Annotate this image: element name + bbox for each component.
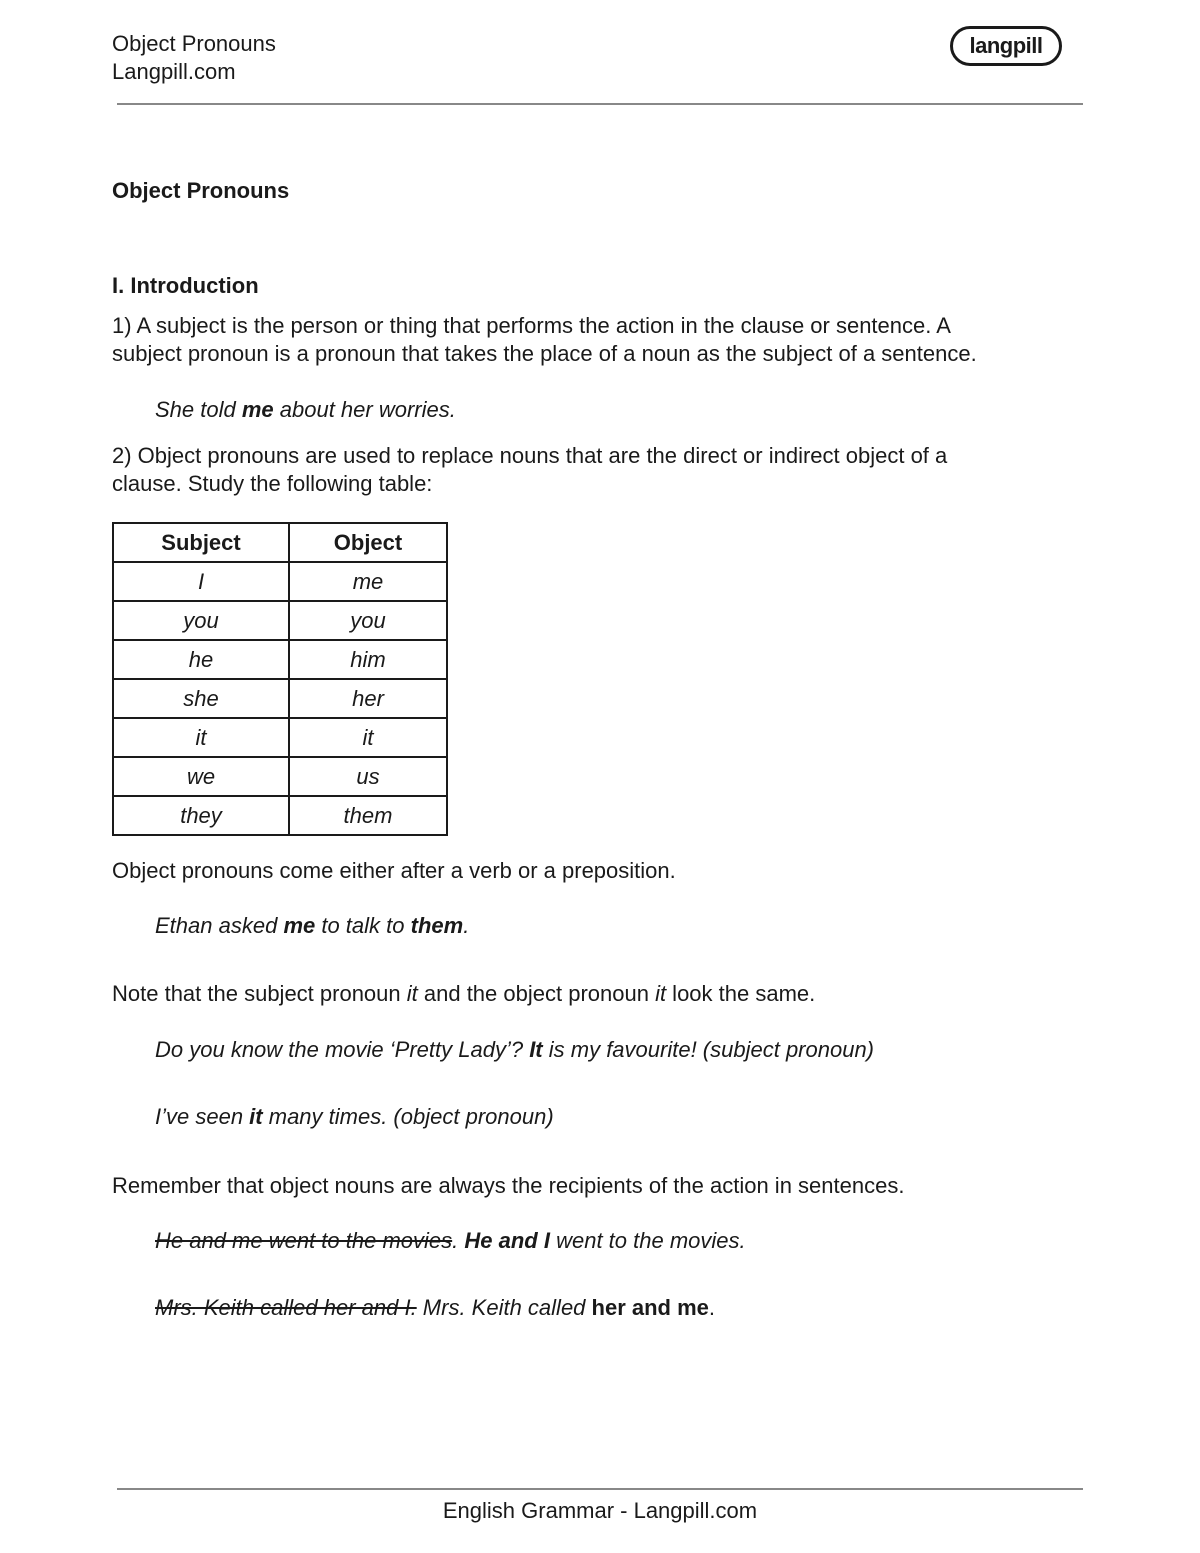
paragraph-italic: it [406,981,418,1006]
incorrect-example: Mrs. Keith called her and I. [155,1295,417,1320]
example-sentence-2 [155,912,469,940]
section-heading: I. Introduction [112,273,259,298]
example-text: about her worries. [273,397,456,422]
langpill-logo [950,26,1062,66]
example-text: I’ve seen [155,1104,250,1129]
table-row [113,796,447,835]
example-emphasis: He and I [464,1228,550,1253]
page-footer: English Grammar - Langpill.com [442,1498,758,1523]
page-header [112,30,276,86]
paragraph-4 [112,980,815,1008]
example-sentence-4 [155,1103,554,1131]
table-cell-subject: she [113,679,289,718]
incorrect-example: He and me went to the movies [155,1228,453,1253]
example-text: many times. (object pronoun) [262,1104,554,1129]
example-emphasis: me [241,397,274,422]
table-row [113,679,447,718]
table-row [113,718,447,757]
table-cell-subject: you [113,601,289,640]
table-row [113,640,447,679]
example-text: Do you know the movie ‘Pretty Lady’? [155,1037,530,1062]
table-row [113,757,447,796]
table-cell-subject: we [113,757,289,796]
table-cell-object: them [289,796,447,835]
paragraph-3: Object pronouns come either after a verb or a preposition. [112,858,676,883]
document-title: Object Pronouns [112,178,290,203]
example-emphasis: me [283,913,316,938]
table-header-subject: Subject [113,523,289,562]
table-cell-object: her [289,679,447,718]
table-cell-object: him [289,640,447,679]
paragraph-2-line-2: clause. Study the following table: [112,471,433,496]
table-header-row [113,523,447,562]
example-text: Mrs. Keith called [416,1295,592,1320]
paragraph-italic: it [655,981,667,1006]
header-title: Object Pronouns [112,31,276,56]
example-text: went to the movies. [549,1228,746,1253]
paragraph-1-line-2: subject pronoun is a pronoun that takes the place of a noun as the subject of a sentence. [112,341,977,366]
example-sentence-1 [155,396,456,424]
example-text: is my favourite! (subject pronoun) [542,1037,875,1062]
table-cell-object: it [289,718,447,757]
header-site: Langpill.com [112,59,236,84]
example-sentence-3 [155,1036,874,1064]
example-emphasis: them [410,913,464,938]
example-text: . [463,913,470,938]
header-divider [117,103,1083,105]
table-cell-object: us [289,757,447,796]
example-emphasis: her and me [591,1295,709,1320]
example-text: Ethan asked [155,913,284,938]
paragraph-2-line-1: 2) Object pronouns are used to replace nouns that are the direct or indirect object of a [112,443,948,468]
logo-text: langpill [969,33,1043,58]
paragraph-text: look the same. [666,981,816,1006]
footer-divider [117,1488,1083,1490]
example-text: to talk to [315,913,411,938]
example-text: . [708,1295,716,1320]
example-emphasis: it [249,1104,263,1129]
example-sentence-6 [155,1294,715,1322]
table-cell-subject: I [113,562,289,601]
paragraph-text: Note that the subject pronoun [112,981,407,1006]
paragraph-5: Remember that object nouns are always the recipients of the action in sentences. [112,1173,905,1198]
example-text: She told [155,397,242,422]
example-emphasis: It [529,1037,543,1062]
table-cell-subject: they [113,796,289,835]
table-row [113,601,447,640]
table-row [113,562,447,601]
paragraph-text: and the object pronoun [417,981,656,1006]
example-sentence-5 [155,1227,746,1255]
example-text: . [452,1228,465,1253]
table-cell-object: you [289,601,447,640]
table-cell-subject: he [113,640,289,679]
table-header-object: Object [289,523,447,562]
pronoun-table [112,522,448,836]
paragraph-1-line-1: 1) A subject is the person or thing that performs the action in the clause or sentence. A [112,313,951,338]
table-cell-object: me [289,562,447,601]
table-cell-subject: it [113,718,289,757]
